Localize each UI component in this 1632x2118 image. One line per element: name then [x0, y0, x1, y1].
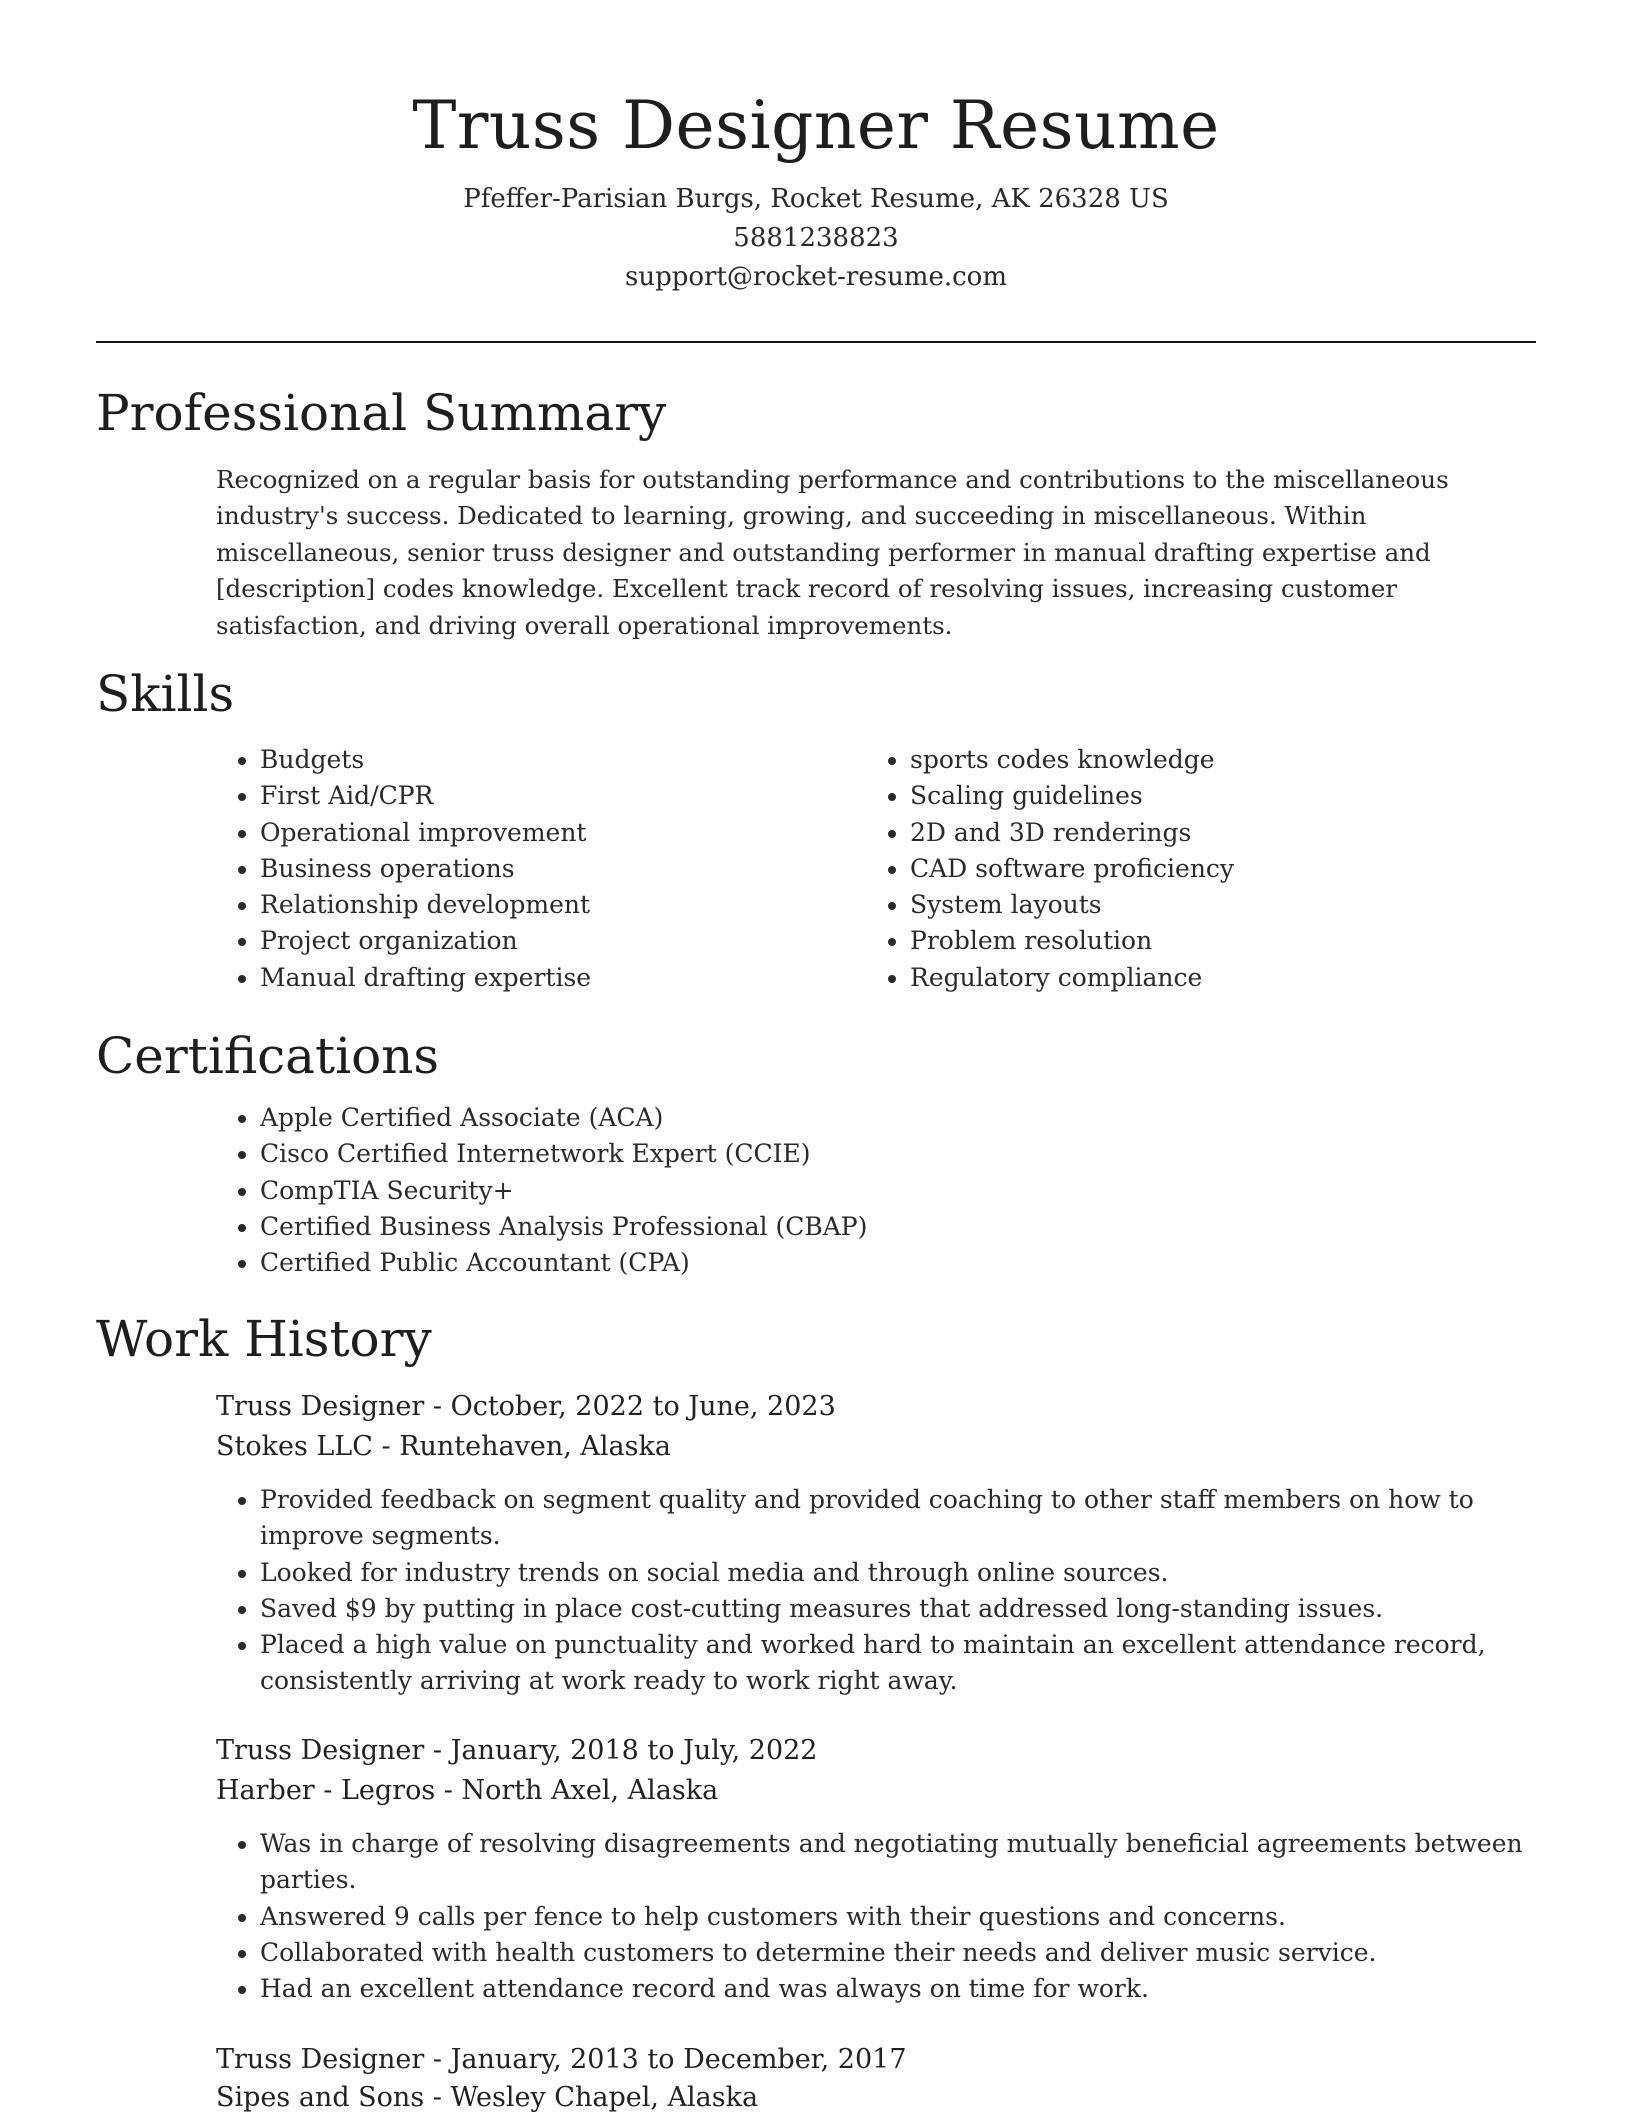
- job-employer: Stokes LLC: [216, 1431, 373, 1462]
- summary-text: Recognized on a regular basis for outstanding performance and contributions to the miscellaneous industry's success. Dedicated to learning, growing, and succeeding in miscellaneous. Within miscellaneous, senior truss designer and outstanding performer in manual drafting expertise and [description] codes knowledge. Excellent track record of resolving issues, increasing customer satisfaction, and driving overall operational improvements.: [216, 465, 1449, 640]
- job-location: - Wesley Chapel, Alaska: [424, 2082, 759, 2113]
- list-item: • Project organization: [260, 923, 820, 959]
- resume-header: [96, 80, 1536, 297]
- list-item: • Apple Certified Associate (ACA): [260, 1100, 1560, 1136]
- header-divider: [96, 341, 1536, 343]
- list-item: • Certified Business Analysis Professional (CBAP): [260, 1209, 1560, 1245]
- resume-title: Truss Designer Resume: [412, 87, 1220, 164]
- list-item: • Scaling guidelines: [910, 778, 1530, 814]
- certifications-heading: Certifications: [96, 1027, 440, 1085]
- list-item: • Answered 9 calls per fence to help customers with their questions and concerns.: [260, 1899, 1580, 1935]
- list-item: • Business operations: [260, 851, 820, 887]
- list-item: • 2D and 3D renderings: [910, 815, 1530, 851]
- work-history-heading: Work History: [96, 1310, 432, 1368]
- job-role: Truss Designer: [216, 1391, 425, 1422]
- contact-phone: 5881238823: [733, 223, 899, 253]
- job-dates: - January, 2018 to July, 2022: [424, 1735, 818, 1766]
- list-item: • Manual drafting expertise: [260, 960, 820, 996]
- job-dates: - October, 2022 to June, 2023: [424, 1391, 836, 1422]
- list-item: • Regulatory compliance: [910, 960, 1530, 996]
- job-title: [216, 1731, 817, 1771]
- list-item: • Had an excellent attendance record and was always on time for work.: [260, 1971, 1580, 2007]
- job-role: Truss Designer: [216, 2044, 425, 2075]
- job-dates: - January, 2013 to December, 2017: [424, 2044, 907, 2075]
- skills-heading: Skills: [96, 665, 235, 723]
- list-item: • Operational improvement: [260, 815, 820, 851]
- list-item: • Placed a high value on punctuality and worked hard to maintain an excellent attendance record, consistently arriving at work ready to work right away.: [260, 1627, 1580, 1700]
- job-title: [216, 2040, 907, 2080]
- skills-list-left: [216, 742, 820, 996]
- job-employer: Sipes and Sons: [216, 2082, 425, 2113]
- job-location: - North Axel, Alaska: [435, 1775, 719, 1806]
- list-item: • CompTIA Security+: [260, 1173, 1560, 1209]
- job-duties-list: [216, 1482, 1580, 1700]
- job-company: [216, 1771, 718, 1811]
- list-item: • Provided feedback on segment quality and provided coaching to other staff members on how to improve segments.: [260, 1482, 1580, 1555]
- list-item: • Certified Public Accountant (CPA): [260, 1245, 1560, 1281]
- certifications-list: [216, 1100, 1560, 1281]
- job-title: [216, 1387, 836, 1427]
- list-item: • Cisco Certified Internetwork Expert (CCIE): [260, 1136, 1560, 1172]
- summary-heading: Professional Summary: [96, 384, 667, 442]
- list-item: • CAD software proficiency: [910, 851, 1530, 887]
- list-item: • Budgets: [260, 742, 820, 778]
- skills-list-right: [866, 742, 1530, 996]
- list-item: • Was in charge of resolving disagreements and negotiating mutually beneficial agreements between parties.: [260, 1826, 1580, 1899]
- job-duties-list: [216, 1826, 1580, 2007]
- list-item: • sports codes knowledge: [910, 742, 1530, 778]
- contact-email: support@rocket-resume.com: [624, 262, 1007, 292]
- list-item: • Looked for industry trends on social media and through online sources.: [260, 1555, 1580, 1591]
- contact-address: Pfeffer-Parisian Burgs, Rocket Resume, AK 26328 US: [463, 184, 1169, 214]
- list-item: • First Aid/CPR: [260, 778, 820, 814]
- job-company: [216, 1427, 671, 1467]
- list-item: • Saved $9 by putting in place cost-cutting measures that addressed long-standing issues.: [260, 1591, 1580, 1627]
- job-role: Truss Designer: [216, 1735, 425, 1766]
- list-item: • Problem resolution: [910, 923, 1530, 959]
- job-company: [216, 2078, 758, 2118]
- job-employer: Harber - Legros: [216, 1775, 436, 1806]
- list-item: • System layouts: [910, 887, 1530, 923]
- list-item: • Relationship development: [260, 887, 820, 923]
- job-location: - Runtehaven, Alaska: [372, 1431, 671, 1462]
- list-item: • Collaborated with health customers to determine their needs and deliver music service.: [260, 1935, 1580, 1971]
